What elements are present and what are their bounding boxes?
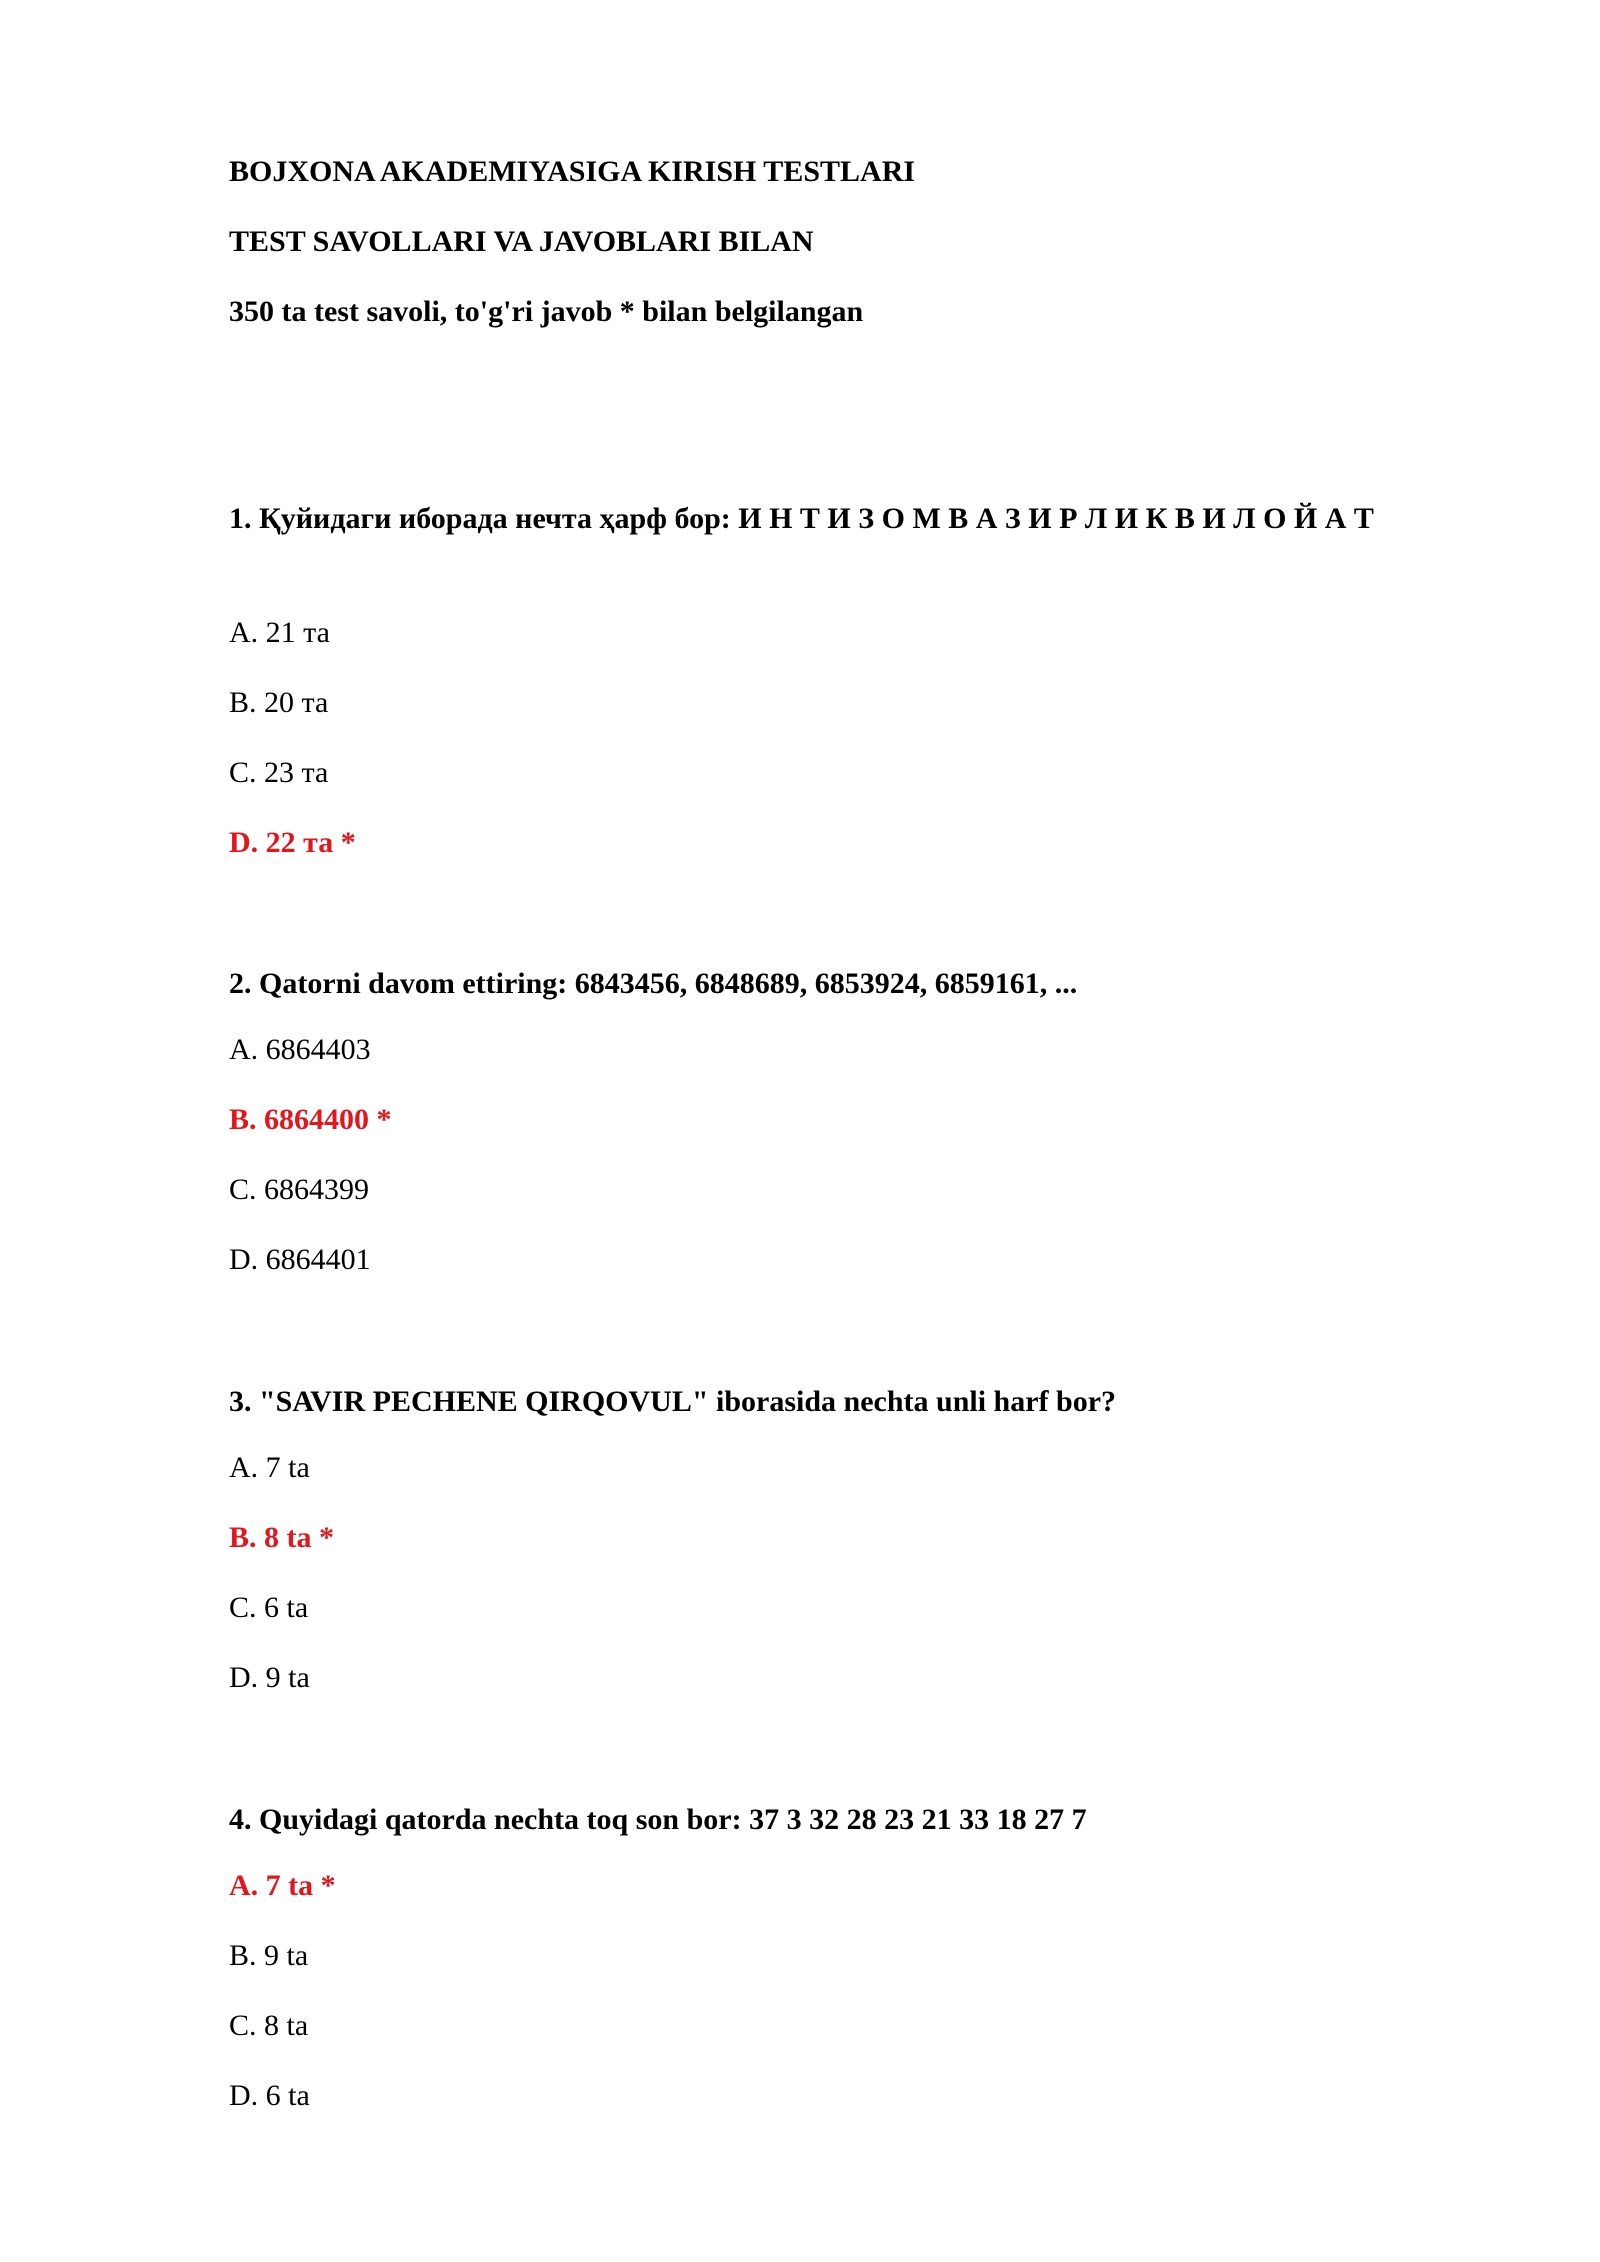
answer-option: A. 7 ta: [229, 1451, 310, 1484]
question-block-4: [229, 1798, 1529, 2112]
answer-option: D. 9 ta: [229, 1661, 310, 1694]
answer-option: B. 9 ta: [229, 1939, 309, 1972]
question-text: 3. "SAVIR PECHENE QIRQOVUL" iborasida nechta unli harf bor?: [229, 1385, 1117, 1418]
answer-option: D. 6 ta: [229, 2079, 310, 2112]
question-block-2: [229, 962, 1529, 1276]
question-block-1: [229, 497, 1529, 859]
answer-option: C. 6 ta: [229, 1591, 309, 1624]
question-text: 1. Қуйидаги иборада нечта ҳарф бор: И Н Т И З О М В А З И Р Л И К В И Л О Й А Т: [229, 502, 1374, 535]
answer-option-correct: B. 8 ta *: [229, 1521, 334, 1554]
document-subtitle: TEST SAVOLLARI VA JAVOBLARI BILAN: [229, 225, 814, 258]
document-title: BOJXONA AKADEMIYASIGA KIRISH TESTLARI: [229, 155, 916, 188]
answer-option: C. 23 та: [229, 756, 329, 789]
answer-option-correct: B. 6864400 *: [229, 1103, 392, 1136]
answer-option: A. 6864403: [229, 1033, 371, 1066]
question-text: 2. Qatorni davom ettiring: 6843456, 6848689, 6853924, 6859161, ...: [229, 967, 1078, 1000]
answer-option: C. 6864399: [229, 1173, 370, 1206]
question-text: 4. Quyidagi qatorda nechta toq son bor: 37 3 32 28 23 21 33 18 27 7: [229, 1803, 1087, 1836]
answer-option-correct: D. 22 та *: [229, 826, 356, 859]
document-note: 350 ta test savoli, to'g'ri javob * bilan belgilangan: [229, 295, 864, 328]
answer-option-correct: A. 7 ta *: [229, 1869, 336, 1902]
answer-option: D. 6864401: [229, 1243, 371, 1276]
answer-option: C. 8 ta: [229, 2009, 309, 2042]
question-block-3: [229, 1380, 1529, 1694]
answer-option: B. 20 та: [229, 686, 329, 719]
answer-option: A. 21 та: [229, 616, 330, 649]
